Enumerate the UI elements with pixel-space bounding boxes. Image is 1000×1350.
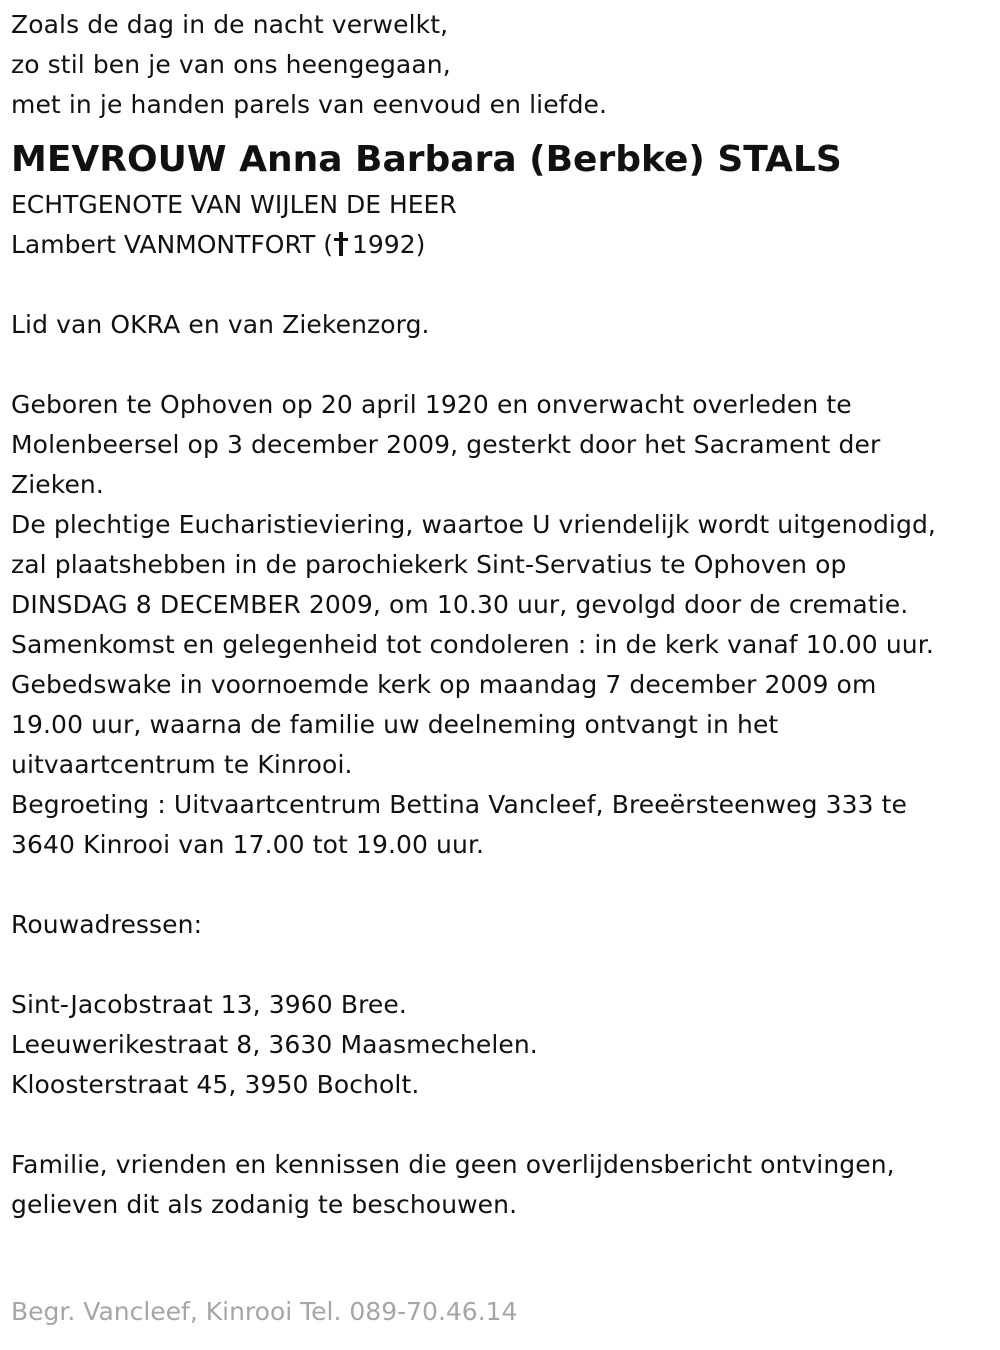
deceased-name: MEVROUW Anna Barbara (Berbke) STALS (11, 139, 842, 180)
spacer (11, 1105, 996, 1145)
notice-line: gelieven dit als zodanig te beschouwen. (11, 1190, 518, 1219)
detail-line: uitvaartcentrum te Kinrooi. (11, 750, 353, 779)
detail-line: Begroeting : Uitvaartcentrum Bettina Vancleef, Breeërsteenweg 333 te (11, 790, 908, 819)
relation-line: ECHTGENOTE VAN WIJLEN DE HEER (11, 190, 457, 219)
address-line: Leeuwerikestraat 8, 3630 Maasmechelen. (11, 1030, 538, 1059)
funeral-director-footer: Begr. Vancleef, Kinrooi Tel. 089-70.46.14 (11, 1297, 518, 1326)
detail-line: Samenkomst en gelegenheid tot condoleren : in de kerk vanaf 10.00 uur. (11, 630, 934, 659)
notice-line: Familie, vrienden en kennissen die geen overlijdensbericht ontvingen, (11, 1150, 895, 1179)
address-line: Kloosterstraat 45, 3950 Bocholt. (11, 1070, 420, 1099)
detail-line: Geboren te Ophoven op 20 april 1920 en onverwacht overleden te (11, 390, 852, 419)
detail-line: Gebedswake in voornoemde kerk op maandag 7 december 2009 om (11, 670, 877, 699)
addresses-heading: Rouwadressen: (11, 910, 203, 939)
spouse-name: Lambert VANMONTFORT ( (11, 230, 333, 259)
details-block (11, 385, 996, 865)
spacer (11, 345, 996, 385)
poem-line: met in je handen parels van eenvoud en liefde. (11, 90, 608, 119)
cross-icon (334, 232, 348, 256)
addresses-list (11, 985, 996, 1105)
detail-line: 3640 Kinrooi van 17.00 tot 19.00 uur. (11, 830, 485, 859)
poem (11, 5, 996, 125)
detail-line: zal plaatshebben in de parochiekerk Sint-Servatius te Ophoven op (11, 550, 847, 579)
obituary-notice (11, 5, 996, 1225)
detail-line: 19.00 uur, waarna de familie uw deelneming ontvangt in het (11, 710, 779, 739)
detail-line: DINSDAG 8 DECEMBER 2009, om 10.30 uur, gevolgd door de crematie. (11, 590, 909, 619)
poem-line: zo stil ben je van ons heengegaan, (11, 50, 451, 79)
spouse-line (11, 225, 996, 265)
spacer (11, 945, 996, 985)
spouse-death-year: 1992) (352, 230, 426, 259)
detail-line: De plechtige Eucharistieviering, waartoe U vriendelijk wordt uitgenodigd, (11, 510, 936, 539)
poem-line: Zoals de dag in de nacht verwelkt, (11, 10, 449, 39)
spacer (11, 265, 996, 305)
membership-line: Lid van OKRA en van Ziekenzorg. (11, 310, 430, 339)
detail-line: Zieken. (11, 470, 104, 499)
notice-block (11, 1145, 996, 1225)
address-line: Sint-Jacobstraat 13, 3960 Bree. (11, 990, 407, 1019)
spacer (11, 865, 996, 905)
detail-line: Molenbeersel op 3 december 2009, gesterkt door het Sacrament der (11, 430, 881, 459)
